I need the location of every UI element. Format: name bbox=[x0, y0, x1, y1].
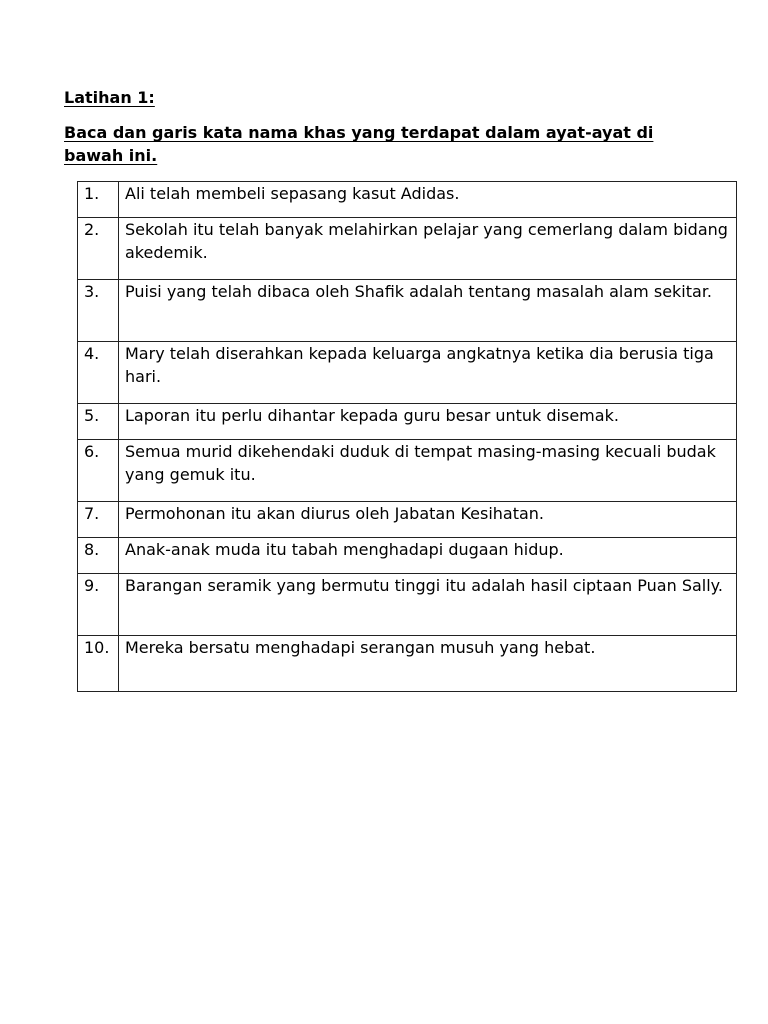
item-sentence: Laporan itu perlu dihantar kepada guru besar untuk disemak. bbox=[119, 404, 737, 440]
item-sentence: Mereka bersatu menghadapi serangan musuh yang hebat. bbox=[119, 636, 737, 692]
table-row bbox=[78, 218, 737, 280]
item-number: 10. bbox=[78, 636, 119, 692]
item-sentence: Permohonan itu akan diurus oleh Jabatan Kesihatan. bbox=[119, 502, 737, 538]
table-row bbox=[78, 440, 737, 502]
item-number: 5. bbox=[78, 404, 119, 440]
item-sentence: Anak-anak muda itu tabah menghadapi dugaan hidup. bbox=[119, 538, 737, 574]
table-row bbox=[78, 636, 737, 692]
item-number: 6. bbox=[78, 440, 119, 502]
table-row bbox=[78, 280, 737, 342]
item-number: 7. bbox=[78, 502, 119, 538]
sentence-table bbox=[77, 181, 737, 692]
item-sentence: Mary telah diserahkan kepada keluarga angkatnya ketika dia berusia tiga hari. bbox=[119, 342, 737, 404]
item-number: 4. bbox=[78, 342, 119, 404]
item-number: 2. bbox=[78, 218, 119, 280]
item-sentence: Barangan seramik yang bermutu tinggi itu adalah hasil ciptaan Puan Sally. bbox=[119, 574, 737, 636]
item-sentence: Ali telah membeli sepasang kasut Adidas. bbox=[119, 182, 737, 218]
item-sentence: Puisi yang telah dibaca oleh Shafik adalah tentang masalah alam sekitar. bbox=[119, 280, 737, 342]
table-row bbox=[78, 342, 737, 404]
table-row bbox=[78, 502, 737, 538]
item-number: 3. bbox=[78, 280, 119, 342]
table-row bbox=[78, 574, 737, 636]
item-sentence: Semua murid dikehendaki duduk di tempat masing-masing kecuali budak yang gemuk itu. bbox=[119, 440, 737, 502]
item-number: 1. bbox=[78, 182, 119, 218]
table-row bbox=[78, 538, 737, 574]
item-number: 8. bbox=[78, 538, 119, 574]
exercise-title: Latihan 1: bbox=[64, 88, 155, 107]
item-sentence: Sekolah itu telah banyak melahirkan pelajar yang cemerlang dalam bidang akedemik. bbox=[119, 218, 737, 280]
table-row bbox=[78, 404, 737, 440]
table-row bbox=[78, 182, 737, 218]
exercise-instruction: Baca dan garis kata nama khas yang terdapat dalam ayat-ayat di bawah ini. bbox=[64, 123, 654, 165]
item-number: 9. bbox=[78, 574, 119, 636]
